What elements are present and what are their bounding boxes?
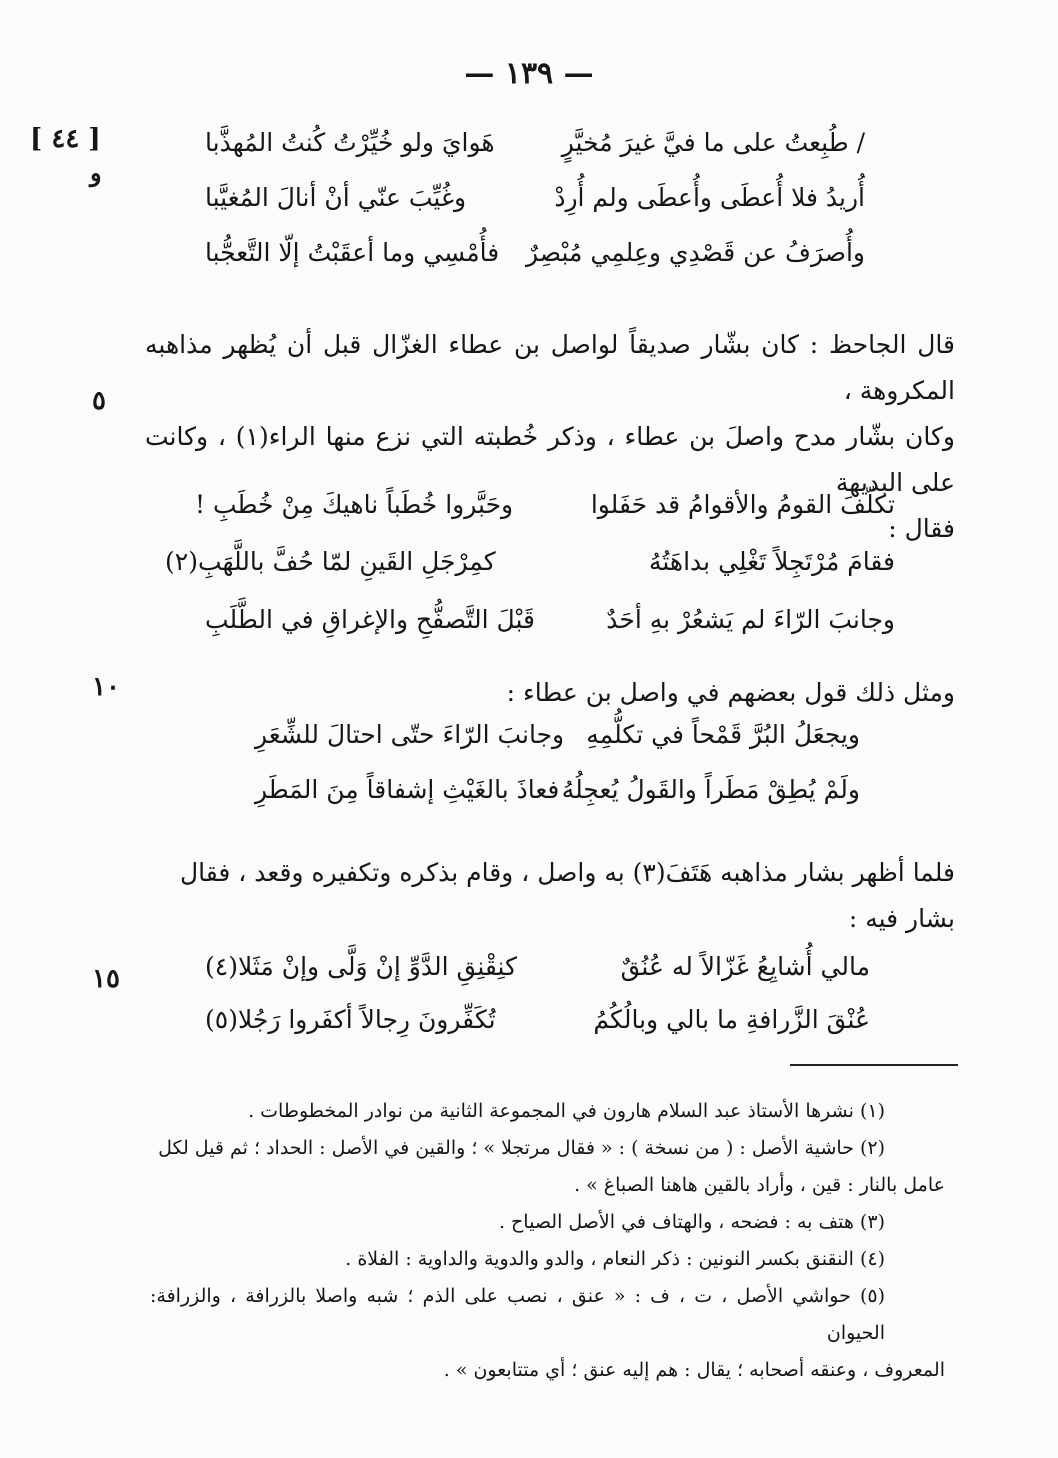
verse-first-hemistich: / طُبِعتُ على ما فيَّ غيرَ مُخيَّرٍ xyxy=(561,128,865,157)
verse-line xyxy=(205,238,865,282)
original-page-marker: [ ٤٤ ] xyxy=(30,124,101,154)
prose-line: فقال : xyxy=(888,514,955,543)
verse-line xyxy=(205,605,895,649)
prose-line: فلما أظهر بشار مذاهبه هَتَفَ(٣) به واصل ، وقام بذكره وتكفيره وقعد ، فقال xyxy=(179,858,955,887)
verse-line xyxy=(205,183,865,227)
verse-second-hemistich: وحَبَّروا خُطَباً ناهيكَ مِنْ خُطَبِ ! xyxy=(195,490,514,519)
footnote-2: (٢) حاشية الأصل : ( من نسخة ) : « فقال مرتجلا » ؛ والقين في الأصل : الحداد ؛ ثم قيل لكل xyxy=(158,1137,885,1159)
line-number: ١٠ xyxy=(92,672,120,702)
footnotes-block xyxy=(150,1093,945,1389)
verse-first-hemistich: وأُصرَفُ عن قَصْدِي وعِلمِي مُبْصِرٌ xyxy=(526,238,865,267)
prose-line: قال الجاحظ : كان بشّار صديقاً لواصل بن عطاء الغزّال قبل أن يُظهر مذاهبه المكروهة ، xyxy=(145,330,955,405)
original-page-side-marker: و xyxy=(90,158,102,187)
verse-line xyxy=(205,1005,870,1049)
prose-paragraph xyxy=(145,850,955,942)
verse-second-hemistich: وغُيِّبَ عنّي أنْ أنالَ المُغيَّبا xyxy=(205,183,467,212)
verse-line xyxy=(195,490,895,534)
footnote-2-continued: عامل بالنار : قين ، وأراد بالقين هاهنا الصباغ » . xyxy=(574,1174,945,1196)
verse-first-hemistich: عُنْقَ الزَّرافةِ ما بالي وبالُكُمُ xyxy=(593,1005,870,1034)
footnote-3: (٣) هتف به : فضحه ، والهتاف في الأصل الصياح . xyxy=(498,1211,885,1233)
footnote-5-continued: المعروف ، وعنقه أصحابه ؛ يقال : هم إليه عنق ؛ أي متتابعون » . xyxy=(443,1359,945,1381)
verse-second-hemistich: هَوايَ ولو خُيِّرْتُ كُنتُ المُهذَّبا xyxy=(205,128,495,157)
prose-paragraph xyxy=(145,670,955,716)
verse-second-hemistich: فأُمْسِي وما أعقَبْتُ إلّا التَّعجُّبا xyxy=(205,238,500,267)
prose-line: ومثل ذلك قول بعضهم في واصل بن عطاء : xyxy=(506,678,955,707)
verse-first-hemistich: ويجعَلُ البُرَّ قَمْحاً في تكلُّمِهِ xyxy=(586,720,860,749)
verse-second-hemistich: كنِقْنِقِ الدَّوِّ إنْ وَلَّى وإنْ مَثَلا(٤) xyxy=(205,952,517,981)
verse-second-hemistich: فعاذَ بالغَيْثِ إشفاقاً مِنَ المَطَرِ xyxy=(255,775,560,804)
verse-line xyxy=(255,775,860,819)
verse-line xyxy=(255,720,860,764)
verse-second-hemistich: تُكَفِّرونَ رِجالاً أكفَروا رَجُلا(٥) xyxy=(205,1005,496,1034)
footnote-5: (٥) حواشي الأصل ، ت ، ف : « عنق ، نصب على الذم ؛ شبه واصلا بالزرافة ، والزرافة: الحيوان xyxy=(150,1285,885,1344)
verse-first-hemistich: ولَمْ يُطِقْ مَطَراً والقَولُ يُعجِلُهُ xyxy=(561,775,860,804)
verse-line xyxy=(165,547,895,591)
verse-line xyxy=(205,952,870,996)
footnote-1: (١) نشرها الأستاذ عبد السلام هارون في المجموعة الثانية من نوادر المخطوطات . xyxy=(248,1100,885,1122)
verse-first-hemistich: تكلّفَ القومُ والأقوامُ قد حَفَلوا xyxy=(590,490,895,519)
line-number: ٥ xyxy=(92,386,106,416)
verse-second-hemistich: قَبْلَ التَّصفُّحِ والإغراقِ في الطَّلَبِ xyxy=(205,605,535,634)
footnote-separator xyxy=(790,1064,958,1066)
prose-line: وكان بشّار مدح واصلَ بن عطاء ، وذكر خُطبته التي نزع منها الراء(١) ، وكانت على البديهة xyxy=(145,422,955,497)
verse-first-hemistich: فقامَ مُرْتَجِلاً تَغْلِي بداهَتُهُ xyxy=(648,547,895,576)
footnote-4: (٤) النقنق بكسر النونين : ذكر النعام ، والدو والدوية والداوية : الفلاة . xyxy=(345,1248,885,1270)
verse-line xyxy=(205,128,865,172)
verse-first-hemistich: مالي أُشايِعُ غَزّالاً له عُنُقٌ xyxy=(620,952,870,981)
verse-second-hemistich: كمِرْجَلِ القَينِ لمّا حُفَّ باللَّهَبِ(٢) xyxy=(165,547,496,576)
verse-first-hemistich: أُريدُ فلا أُعطَى وأُعطَى ولم أُرِدْ xyxy=(554,183,865,212)
prose-line: بشار فيه : xyxy=(848,904,955,933)
verse-second-hemistich: وجانبَ الرّاءَ حتّى احتالَ للشِّعَرِ xyxy=(255,720,565,749)
page-number-header: — ١٣٩ — xyxy=(464,56,594,91)
line-number: ١٥ xyxy=(92,964,120,994)
verse-first-hemistich: وجانبَ الرّاءَ لم يَشعُرْ بهِ أحَدٌ xyxy=(606,605,895,634)
